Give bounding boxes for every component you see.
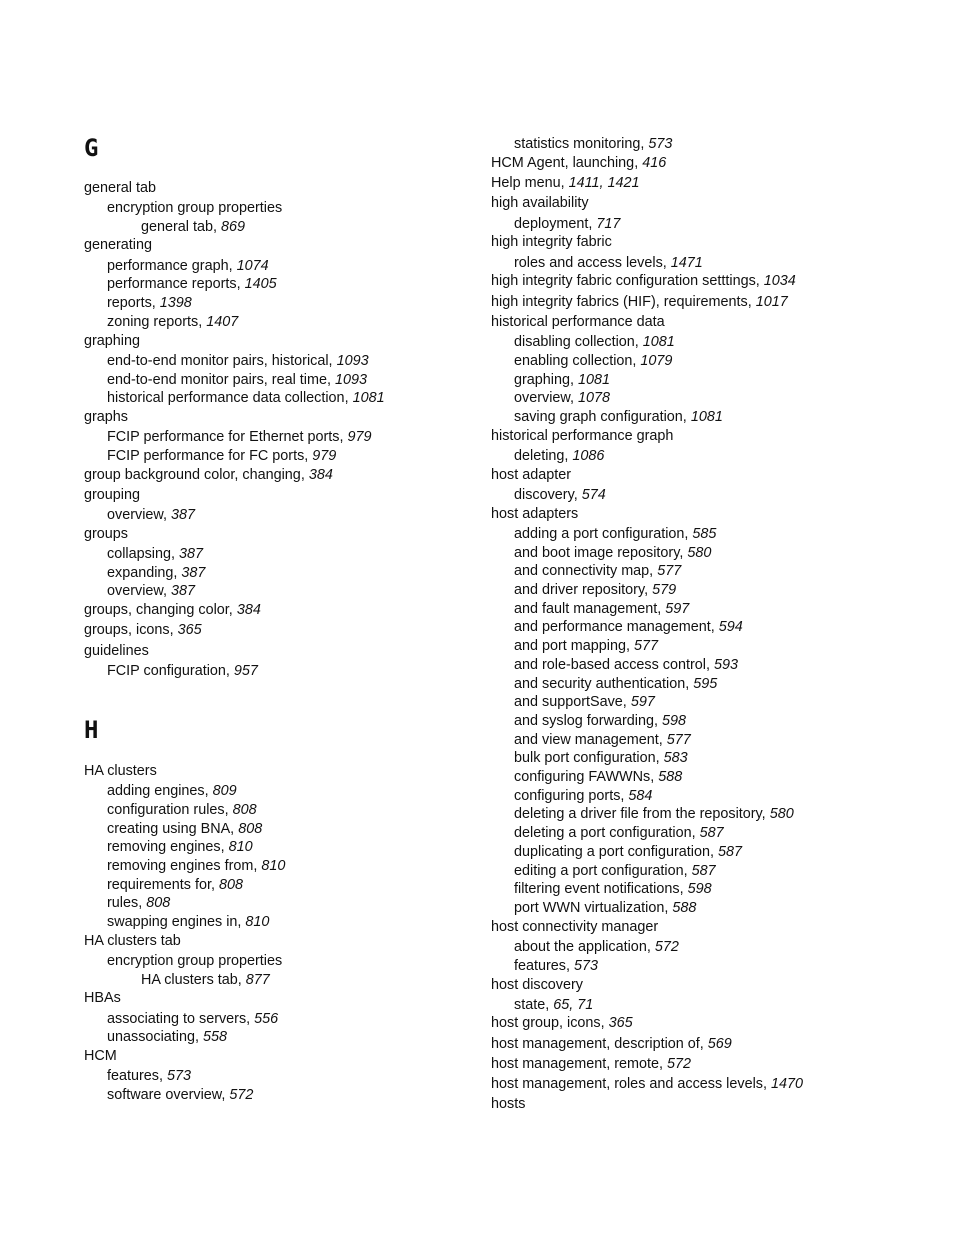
index-entry-level-2	[84, 199, 282, 218]
index-term: removing engines from,	[107, 858, 262, 874]
index-entry-level-2	[491, 749, 688, 768]
index-entry-level-2	[491, 675, 717, 694]
index-entry-level-2	[491, 562, 681, 581]
page-reference: 583	[663, 750, 688, 766]
index-term: and port mapping,	[514, 638, 635, 654]
index-term: deployment,	[514, 216, 597, 232]
page-reference: 572	[654, 939, 679, 955]
page-reference: 1079	[640, 353, 673, 369]
index-term: FCIP performance for FC ports,	[107, 448, 313, 464]
index-entry-level-2	[84, 1086, 253, 1105]
index-term: associating to servers,	[107, 1011, 255, 1027]
page-reference: 587	[691, 863, 716, 879]
index-term: host management, roles and access levels,	[491, 1076, 771, 1092]
page-reference: 572	[666, 1056, 691, 1072]
index-term: HA clusters tab,	[141, 972, 246, 988]
index-term: FCIP configuration,	[107, 663, 234, 679]
page-reference: 572	[229, 1087, 254, 1103]
index-entry-level-2	[491, 880, 712, 899]
page-reference: 556	[254, 1011, 279, 1027]
index-entry-level-2	[491, 787, 652, 806]
index-term: and supportSave,	[514, 694, 631, 710]
index-term: group background color, changing,	[84, 467, 309, 483]
index-term: FCIP performance for Ethernet ports,	[107, 429, 348, 445]
page-reference: 1034	[763, 273, 796, 289]
page-reference: 1081	[578, 372, 611, 388]
index-entry-level-2	[491, 824, 724, 843]
index-term: state,	[514, 997, 554, 1013]
index-term: host adapter	[491, 467, 572, 483]
index-entry-level-2	[84, 564, 205, 583]
index-entry-level-1	[84, 179, 156, 198]
index-term: reports,	[107, 295, 160, 311]
index-term: statistics monitoring,	[514, 136, 649, 152]
index-entry-level-2	[84, 294, 192, 313]
index-term: performance reports,	[107, 276, 245, 292]
index-entry-level-2	[491, 618, 743, 637]
index-term: groups	[84, 526, 129, 542]
index-term: performance graph,	[107, 258, 237, 274]
index-term: features,	[107, 1068, 167, 1084]
page-reference: 387	[171, 507, 196, 523]
page-reference: 1405	[244, 276, 277, 292]
index-term: general tab,	[141, 219, 222, 235]
index-entry-level-2	[84, 894, 170, 913]
index-entry-level-2	[84, 257, 269, 276]
index-entry-level-1	[491, 505, 578, 524]
index-term: disabling collection,	[514, 334, 643, 350]
page-reference: 595	[693, 676, 718, 692]
index-entry-level-2	[84, 275, 277, 294]
index-term: rules,	[107, 895, 147, 911]
page-reference: 384	[308, 467, 333, 483]
index-entry-level-1	[84, 408, 128, 427]
index-entry-level-2	[491, 581, 676, 600]
index-entry-level-1	[491, 976, 583, 995]
index-term: groups, changing color,	[84, 602, 237, 618]
index-entry-level-2	[491, 389, 610, 408]
index-term: overview,	[107, 507, 171, 523]
page-reference: 717	[596, 216, 621, 232]
page-reference: 593	[713, 657, 738, 673]
index-entry-level-1	[491, 233, 612, 252]
index-entry-level-2	[491, 731, 691, 750]
index-entry-level-2	[491, 525, 716, 544]
page-reference: 587	[699, 825, 724, 841]
index-entry-level-1	[84, 466, 333, 485]
page-reference: 580	[687, 545, 712, 561]
index-entry-level-2	[491, 693, 655, 712]
index-entry-level-2	[491, 712, 686, 731]
page-reference: 808	[232, 802, 257, 818]
page-reference: 579	[652, 582, 677, 598]
index-term: enabling collection,	[514, 353, 641, 369]
index-term: grouping	[84, 487, 141, 503]
index-entry-level-2	[84, 876, 243, 895]
index-entry-level-1	[84, 236, 152, 255]
page-reference: 387	[181, 565, 206, 581]
index-entry-level-1	[84, 332, 140, 351]
index-term: and view management,	[514, 732, 667, 748]
page-reference: 597	[630, 694, 655, 710]
index-entry-level-2	[84, 801, 257, 820]
page-reference: 577	[666, 732, 691, 748]
page-reference: 585	[692, 526, 717, 542]
index-entry-level-1	[491, 313, 665, 332]
page-reference: 65, 71	[553, 997, 594, 1013]
index-term: port WWN virtualization,	[514, 900, 673, 916]
index-term: graphing	[84, 333, 141, 349]
index-entry-level-2	[491, 135, 672, 154]
index-entry-level-2	[84, 662, 258, 681]
index-entry-level-2	[84, 838, 253, 857]
page-reference: 577	[657, 563, 682, 579]
page-reference: 597	[665, 601, 690, 617]
page-reference: 558	[203, 1029, 228, 1045]
index-entry-level-2	[491, 862, 716, 881]
index-term: discovery,	[514, 487, 582, 503]
page-reference: 957	[233, 663, 258, 679]
index-term: high integrity fabrics (HIF), requirements,	[491, 294, 756, 310]
index-term: deleting,	[514, 448, 573, 464]
page-reference: 387	[171, 583, 196, 599]
page-reference: 594	[718, 619, 743, 635]
index-term: features,	[514, 958, 574, 974]
index-entry-level-2	[491, 899, 696, 918]
page-reference: 584	[628, 788, 653, 804]
index-term: HA clusters tab	[84, 933, 181, 949]
index-entry-level-2	[84, 371, 367, 390]
page-reference: 573	[167, 1068, 192, 1084]
page-reference: 808	[146, 895, 171, 911]
page-reference: 580	[769, 806, 794, 822]
index-entry-level-2	[84, 1067, 191, 1086]
index-term: and driver repository,	[514, 582, 653, 598]
index-term: host management, description of,	[491, 1036, 708, 1052]
page-reference: 416	[642, 155, 667, 171]
page-reference: 810	[261, 858, 286, 874]
index-term: configuring FAWWNs,	[514, 769, 659, 785]
index-entry-level-2	[84, 506, 195, 525]
page-reference: 810	[245, 914, 270, 930]
page-reference: 1086	[572, 448, 605, 464]
index-term: configuration rules,	[107, 802, 233, 818]
index-term: Help menu,	[491, 175, 569, 191]
index-entry-level-1	[491, 174, 640, 193]
page-reference: 869	[221, 219, 246, 235]
index-term: high availability	[491, 195, 589, 211]
index-entry-level-2	[84, 1010, 278, 1029]
page-reference: 1093	[334, 372, 367, 388]
index-term: roles and access levels,	[514, 255, 671, 271]
page-reference: 598	[661, 713, 686, 729]
page-reference: 979	[312, 448, 337, 464]
page-reference: 1074	[236, 258, 269, 274]
index-entry-level-2	[84, 313, 238, 332]
index-entry-level-2	[491, 447, 604, 466]
index-entry-level-2	[491, 371, 610, 390]
index-term: host connectivity manager	[491, 919, 659, 935]
index-term: historical performance data collection,	[107, 390, 353, 406]
index-term: generating	[84, 237, 153, 253]
index-term: and performance management,	[514, 619, 719, 635]
page-reference: 1411, 1421	[568, 175, 640, 191]
page-reference: 365	[177, 622, 202, 638]
index-term: high integrity fabric configuration setttings,	[491, 273, 764, 289]
index-entry-level-1	[84, 621, 202, 640]
index-term: host group, icons,	[491, 1015, 609, 1031]
index-entry-level-3	[84, 218, 245, 237]
index-entry-level-1	[491, 1075, 803, 1094]
page-reference: 1017	[755, 294, 788, 310]
index-entry-level-2	[491, 544, 711, 563]
index-entry-level-2	[84, 782, 237, 801]
index-term: host adapters	[491, 506, 579, 522]
index-entry-level-3	[84, 971, 270, 990]
index-term: historical performance data	[491, 314, 665, 330]
index-entry-level-2	[84, 389, 385, 408]
index-entry-level-2	[491, 486, 606, 505]
index-entry-level-2	[84, 352, 369, 371]
index-entry-level-2	[84, 857, 285, 876]
index-term: creating using BNA,	[107, 821, 239, 837]
index-entry-level-2	[84, 913, 269, 932]
index-term: historical performance graph	[491, 428, 674, 444]
index-term: hosts	[491, 1096, 526, 1112]
page-reference: 808	[218, 877, 243, 893]
index-entry-level-2	[491, 254, 703, 273]
index-entry-level-2	[491, 600, 689, 619]
page-reference: 877	[245, 972, 270, 988]
index-entry-level-1	[491, 1035, 732, 1054]
index-term: and role-based access control,	[514, 657, 714, 673]
index-entry-level-1	[491, 272, 796, 291]
index-term: and connectivity map,	[514, 563, 658, 579]
index-term: HCM	[84, 1048, 117, 1064]
index-term: end-to-end monitor pairs, real time,	[107, 372, 335, 388]
page-reference: 573	[574, 958, 599, 974]
index-entry-level-2	[84, 582, 195, 601]
section-heading: H	[84, 716, 99, 744]
page-reference: 1078	[578, 390, 611, 406]
index-term: groups, icons,	[84, 622, 178, 638]
index-entry-level-2	[491, 637, 658, 656]
index-term: host discovery	[491, 977, 583, 993]
page-reference: 1081	[642, 334, 675, 350]
index-term: deleting a driver file from the repository,	[514, 806, 770, 822]
page-reference: 573	[648, 136, 673, 152]
index-term: collapsing,	[107, 546, 179, 562]
page-reference: 1398	[159, 295, 192, 311]
page-reference: 1471	[670, 255, 703, 271]
page-reference: 365	[608, 1015, 633, 1031]
index-term: general tab	[84, 180, 157, 196]
index-entry-level-2	[84, 1028, 227, 1047]
page-reference: 569	[707, 1036, 732, 1052]
index-term: deleting a port configuration,	[514, 825, 700, 841]
index-entry-level-1	[491, 1095, 525, 1114]
index-entry-level-2	[491, 938, 679, 957]
index-term: duplicating a port configuration,	[514, 844, 718, 860]
page-reference: 577	[634, 638, 659, 654]
index-entry-level-2	[84, 447, 336, 466]
index-entry-level-2	[491, 333, 675, 352]
index-entry-level-1	[84, 989, 121, 1008]
page-reference: 387	[179, 546, 204, 562]
index-term: swapping engines in,	[107, 914, 246, 930]
index-entry-level-2	[491, 957, 598, 976]
index-term: unassociating,	[107, 1029, 203, 1045]
page-reference: 979	[347, 429, 372, 445]
index-entry-level-1	[491, 427, 673, 446]
index-term: overview,	[514, 390, 578, 406]
index-entry-level-1	[84, 1047, 117, 1066]
index-term: bulk port configuration,	[514, 750, 664, 766]
index-term: HCM Agent, launching,	[491, 155, 643, 171]
index-term: expanding,	[107, 565, 182, 581]
index-entry-level-2	[491, 768, 682, 787]
section-heading: G	[84, 134, 99, 162]
index-entry-level-2	[491, 352, 672, 371]
index-term: saving graph configuration,	[514, 409, 691, 425]
index-term: and security authentication,	[514, 676, 694, 692]
index-term: about the application,	[514, 939, 655, 955]
index-term: and boot image repository,	[514, 545, 688, 561]
index-term: removing engines,	[107, 839, 229, 855]
page-reference: 587	[718, 844, 743, 860]
page-reference: 598	[687, 881, 712, 897]
index-entry-level-1	[84, 601, 261, 620]
index-entry-level-1	[491, 918, 658, 937]
index-term: software overview,	[107, 1087, 230, 1103]
index-entry-level-1	[84, 762, 157, 781]
index-term: graphs	[84, 409, 129, 425]
page-reference: 1081	[352, 390, 385, 406]
index-entry-level-1	[491, 466, 571, 485]
index-entry-level-1	[491, 293, 788, 312]
index-term: guidelines	[84, 643, 149, 659]
index-term: high integrity fabric	[491, 234, 612, 250]
index-entry-level-2	[491, 843, 742, 862]
index-entry-level-2	[84, 820, 262, 839]
index-entry-level-1	[84, 525, 128, 544]
page-reference: 574	[581, 487, 606, 503]
index-term: encryption group properties	[107, 953, 283, 969]
index-term: filtering event notifications,	[514, 881, 688, 897]
index-term: requirements for,	[107, 877, 219, 893]
index-entry-level-1	[84, 932, 181, 951]
index-term: adding a port configuration,	[514, 526, 693, 542]
index-entry-level-1	[491, 154, 666, 173]
index-entry-level-2	[491, 656, 738, 675]
index-term: adding engines,	[107, 783, 213, 799]
index-entry-level-1	[491, 1055, 691, 1074]
page-reference: 808	[238, 821, 263, 837]
index-term: editing a port configuration,	[514, 863, 692, 879]
index-entry-level-1	[84, 642, 149, 661]
index-term: HA clusters	[84, 763, 157, 779]
index-entry-level-1	[84, 486, 140, 505]
index-entry-level-2	[84, 952, 282, 971]
index-entry-level-2	[491, 408, 723, 427]
page-reference: 809	[212, 783, 237, 799]
index-term: overview,	[107, 583, 171, 599]
page-reference: 588	[672, 900, 697, 916]
page-reference: 1470	[770, 1076, 803, 1092]
index-entry-level-1	[491, 1014, 633, 1033]
index-term: host management, remote,	[491, 1056, 667, 1072]
index-term: and fault management,	[514, 601, 666, 617]
index-term: configuring ports,	[514, 788, 629, 804]
page-reference: 588	[658, 769, 683, 785]
page-reference: 1081	[690, 409, 723, 425]
index-term: graphing,	[514, 372, 579, 388]
index-entry-level-2	[84, 545, 203, 564]
index-entry-level-2	[84, 428, 372, 447]
index-entry-level-2	[491, 215, 620, 234]
page-reference: 810	[228, 839, 253, 855]
index-term: and syslog forwarding,	[514, 713, 662, 729]
index-term: encryption group properties	[107, 200, 283, 216]
index-entry-level-1	[491, 194, 589, 213]
index-term: end-to-end monitor pairs, historical,	[107, 353, 337, 369]
index-entry-level-2	[491, 996, 593, 1015]
index-term: zoning reports,	[107, 314, 207, 330]
index-term: HBAs	[84, 990, 121, 1006]
index-entry-level-2	[491, 805, 794, 824]
page-reference: 1093	[336, 353, 369, 369]
page-reference: 1407	[206, 314, 239, 330]
page-reference: 384	[236, 602, 261, 618]
